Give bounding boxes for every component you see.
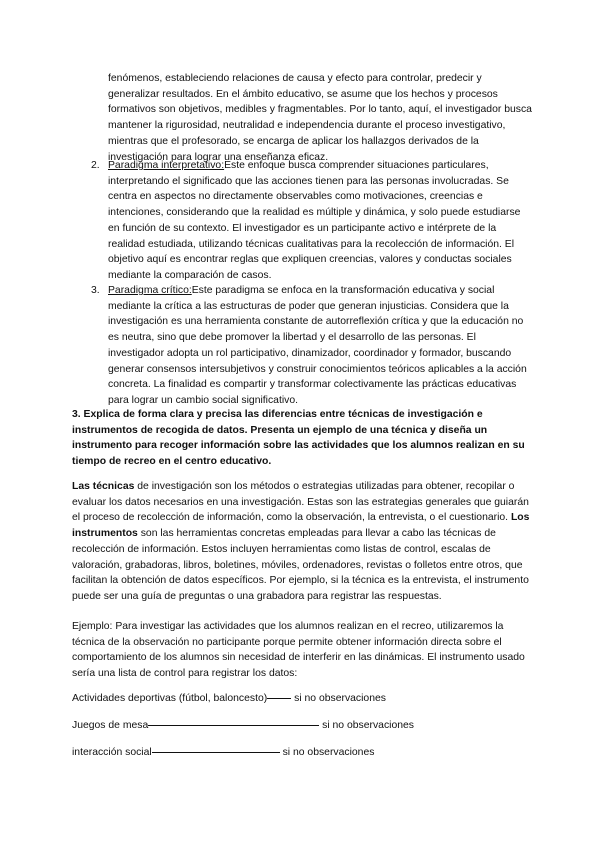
checklist-options: si no observaciones (322, 720, 414, 731)
instrumentos-definition: son las herramientas concretas empleadas para llevar a cabo las técnicas de recolección de información. Estos incluyen herramientas como listas de control, escalas de valoración, grabadoras, libros, boletines, móviles, ordenadores, revistas o folletos entre otros, que facilitan la obtención de datos específicos. Por ejemplo, si la técnica es la entrevista, el instrumento puede ser una guía de preguntas o una grabadora para registrar las respuestas. (72, 528, 529, 602)
term-instrumentos: Los instrumentos (72, 512, 530, 540)
term-tecnicas: Las técnicas (72, 481, 135, 492)
checklist-options: si no observaciones (282, 747, 375, 758)
checklist-dash-line (267, 698, 291, 699)
item1-continuation: fenómenos, estableciendo relaciones de causa y efecto para controlar, predecir y generalizar resultados. En el ámbito educativo, se asume que los hechos y procesos formativos son objetivos, medibles y fragmentables. Por lo tanto, aquí, el investigador busca mantener la rigurosidad, neutralidad e independencia durante el proceso investigativo, mientras que el profesorado, se encarga de aplicar los hallazgos derivados de la investigación para lograr una enseñanza eficaz. (108, 73, 532, 163)
checklist-dash-line (148, 725, 319, 726)
tecnicas-definition: de investigación son los métodos o estrategias utilizadas para obtener, recopilar o evaluar los datos necesarios en una investigación. Estas son las estrategias generales que guiarán el proceso de recolección de información, como la observación, la entrevista, o el cuestionario. (72, 481, 529, 524)
paradigm-title-interpretativo: Paradigma interpretativo: (108, 160, 225, 171)
paradigm-title-critico: Paradigma crítico: (108, 285, 192, 296)
list-item-critico (108, 283, 534, 409)
list-number-2: 2. (91, 160, 100, 171)
checklist-row (72, 745, 374, 761)
example-paragraph: Ejemplo: Para investigar las actividades que los alumnos realizan en el recreo, utilizaremos la técnica de la observación no participante porque permite obtener información directa sobre el comportamiento de los alumnos sin necesidad de interferir en las dinámicas. El instrumento usado sería una lista de control para registrar los datos: (72, 621, 525, 680)
checklist-row (72, 718, 414, 734)
checklist-activity: Juegos de mesa (72, 720, 149, 731)
list-item-interpretativo (108, 158, 534, 284)
list-number-3: 3. (91, 285, 100, 296)
paradigm-text-critico: Este paradigma se enfoca en la transformación educativa y social mediante la crítica a las estructuras de poder que generan injusticias. Considera que la investigación es una herramienta constante de autorreflexión crítica y que la educación no es neutra, sino que debe promover la libertad y el desarrollo de las personas. El investigador adopta un rol participativo, dinamizador, coordinador y formador, buscando generar consensos intersubjetivos y construir conocimientos teóricos aplicables a la acción concreta. La finalidad es compartir y transformar colectivamente las prácticas educativas para lograr un cambio social significativo. (108, 285, 527, 406)
checklist-activity: interacción social (72, 747, 152, 758)
answer-paragraph (72, 479, 536, 605)
paradigm-text-interpretativo: Este enfoque busca comprender situaciones particulares, interpretando el significado que las acciones tienen para las personas involucradas. Se centra en aspectos no directamente observables como motivaciones, creencias e intenciones, considerando que la realidad es múltiple y dinámica, y solo puede estudiarse en función de su contexto. El investigador es un participante activo e intérprete de la realidad estudiada, utilizando técnicas cualitativas para la recolección de información. El objetivo aquí es encontrar reglas que expliquen creencias, valores y conductas sociales mediante la comparación de casos. (108, 160, 521, 281)
checklist-activity: Actividades deportivas (fútbol, baloncesto) (72, 693, 268, 704)
question-heading: 3. Explica de forma clara y precisa las diferencias entre técnicas de investigación e instrumentos de recogida de datos. Presenta un ejemplo de una técnica y diseña un instrumento para recoger información sobre las actividades que los alumnos realizan en su tiempo de recreo en el centro educativo. (72, 409, 525, 468)
checklist-row (72, 691, 386, 707)
checklist-dash-line (152, 752, 280, 753)
checklist-options: si no observaciones (294, 693, 386, 704)
